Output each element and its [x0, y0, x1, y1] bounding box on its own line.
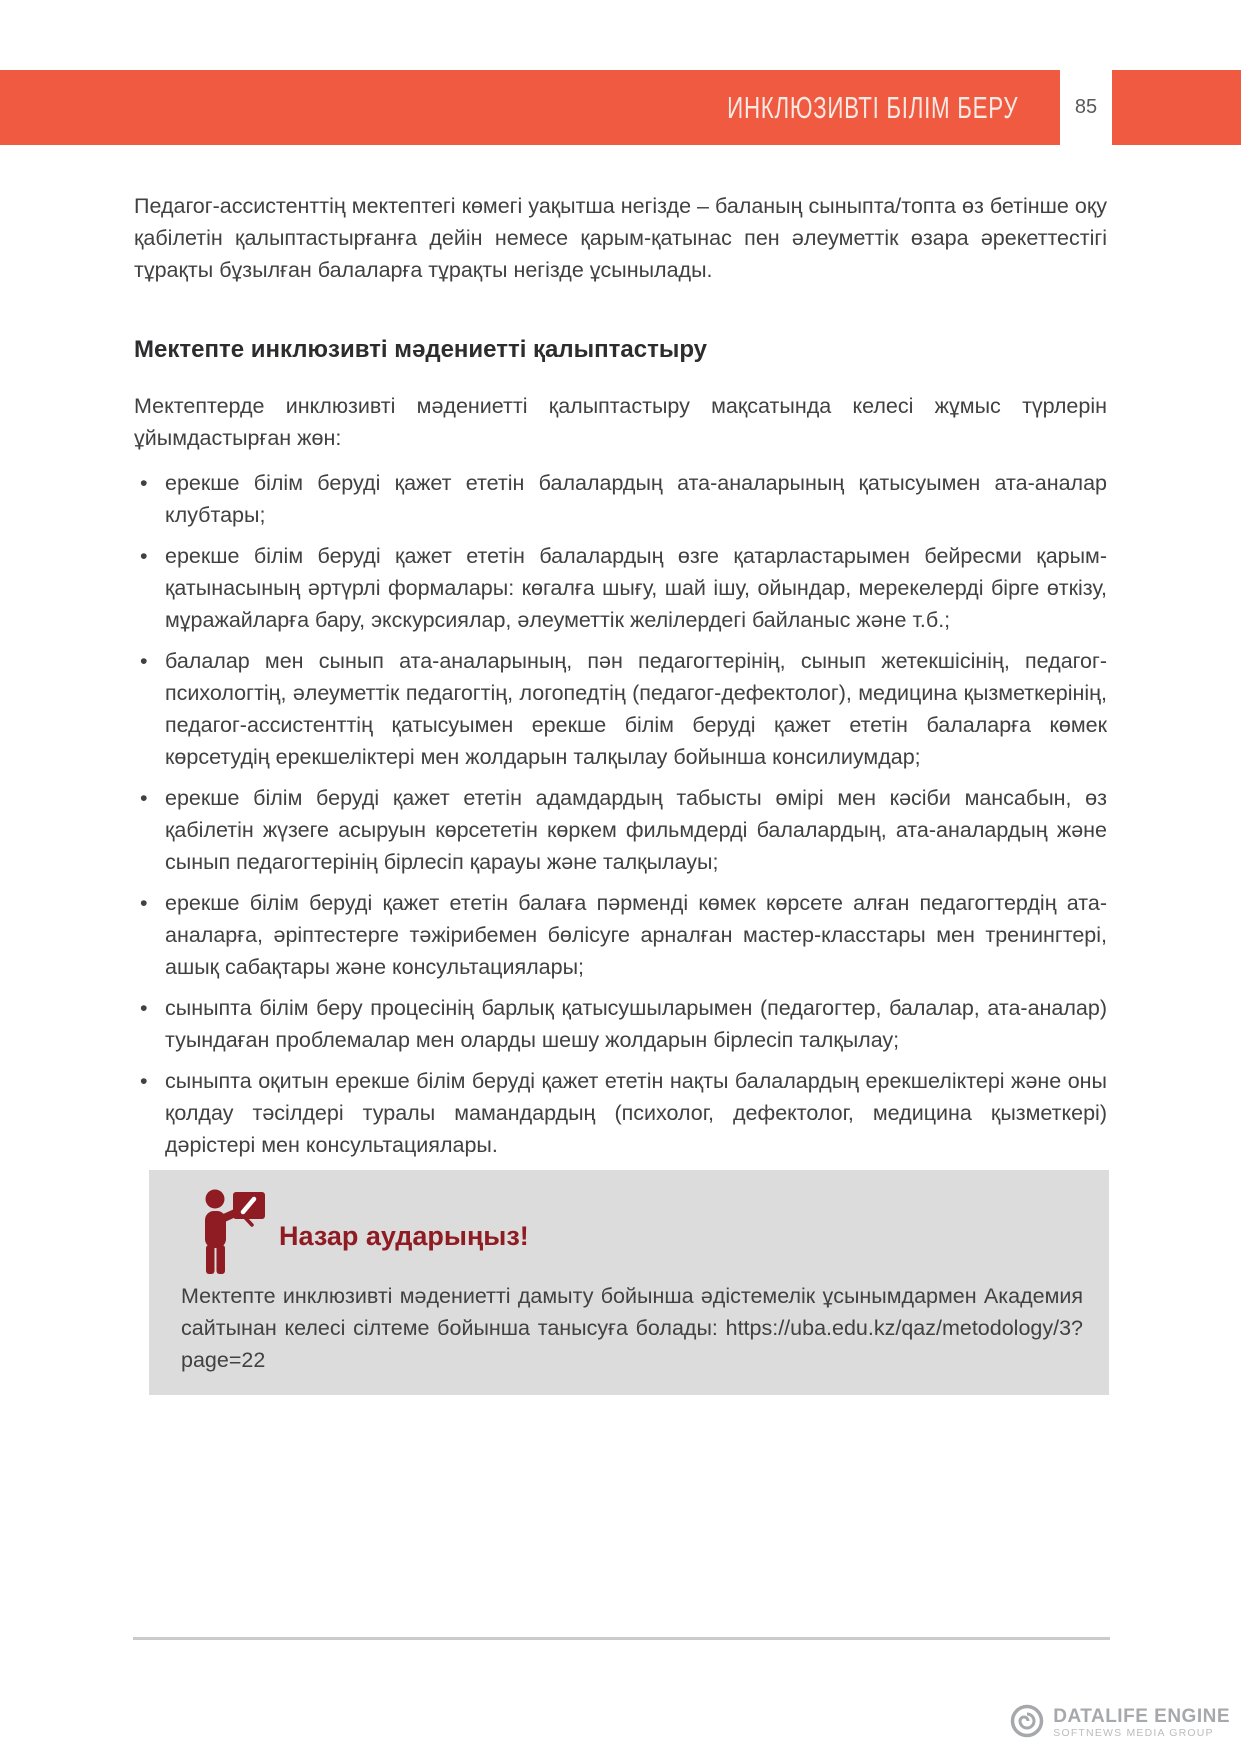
bullet-icon: •: [140, 544, 148, 568]
list-item-text: ерекше білім беруді қажет ететін балаға пәрменді көмек көрсете алған педагогтердің ата-аналарға, әріптестерге тәжірибемен бөлісуге арналған мастер-класстары мен тренингтері, ашық сабақтары және консультациялары;: [165, 891, 1107, 979]
list-item: [140, 1065, 1107, 1161]
page-number-slot: [1060, 70, 1112, 145]
bullet-icon: •: [140, 1069, 148, 1093]
logo-subtitle: SOFTNEWS MEDIA GROUP: [1053, 1727, 1214, 1739]
attention-link[interactable]: https://uba.edu.kz/qaz/metodology/3?page=22: [181, 1316, 1083, 1372]
bullet-icon: •: [140, 471, 148, 495]
list-item-text: сыныпта білім беру процесінің барлық қатысушыларымен (педагогтер, балалар, ата-аналар) туындаған проблемалар мен оларды шешу жолдарын бірлесіп талқылау;: [165, 996, 1107, 1052]
list-item-text: сыныпта оқитын ерекше білім беруді қажет ететін нақты балалардың ерекшеліктері және оны қолдау тәсілдері туралы мамандардың (психолог, дефектолог, медицина қызметкері) дәрістері мен консультациялары.: [165, 1069, 1107, 1157]
list-item: [140, 540, 1107, 636]
footer-divider: [133, 1637, 1110, 1640]
header-bar: [0, 70, 1060, 145]
bullet-icon: •: [140, 786, 148, 810]
logo-text-block: [1053, 1707, 1230, 1740]
bullet-list: [134, 467, 1107, 1161]
list-intro-paragraph: Мектептерде инклюзивті мәдениетті қалыптастыру мақсатында келесі жұмыс түрлерін ұйымдастырған жөн:: [134, 394, 1107, 450]
section-heading: Мектепте инклюзивті мәдениетті қалыптастыру: [134, 336, 708, 363]
bullet-icon: •: [140, 996, 148, 1020]
list-item: [140, 782, 1107, 878]
attention-body-text: Мектепте инклюзивті мәдениетті дамыту бойынша әдістемелік ұсынымдармен Академия сайтынан келесі сілтеме бойынша танысуға болады:: [181, 1284, 1083, 1340]
attention-body: [181, 1280, 1083, 1376]
attention-heading: Назар аударыңыз!: [279, 1221, 529, 1251]
logo-title: DATALIFE ENGINE: [1053, 1706, 1230, 1727]
page-header: [0, 70, 1241, 145]
list-item-text: ерекше білім беруді қажет ететін адамдардың табысты өмірі мен кәсіби мансабын, өз қабілетін жүзеге асыруын көрсететін көркем фильмдерді балалардың, ата-аналардың және сынып педагогтерінің бірлесіп қарауы және талқылауы;: [165, 786, 1107, 874]
list-item: [140, 645, 1107, 773]
attention-box: [149, 1170, 1109, 1395]
main-content: [134, 190, 1107, 1395]
list-item: [140, 992, 1107, 1056]
datalife-spiral-icon: [1009, 1703, 1045, 1744]
datalife-engine-logo: [1009, 1703, 1230, 1744]
bullet-icon: •: [140, 649, 148, 673]
teacher-presentation-icon: [199, 1189, 265, 1284]
list-item-text: ерекше білім беруді қажет ететін балалардың өзге қатарластарымен бейресми қарым-қатынасының әртүрлі формалары: көгалға шығу, шай ішу, ойындар, мерекелерді бірге өткізу, мұражайларға бару, экскурсиялар, әлеуметтік желілердегі байланыс және т.б.;: [165, 544, 1107, 632]
bullet-icon: •: [140, 891, 148, 915]
list-item-text: балалар мен сынып ата-аналарының, пән педагогтерінің, сынып жетекшісінің, педагог-психологтің, әлеуметтік педагогтің, логопедтің (педагог-дефектолог), медицина қызметкерінің, педагог-ассистенттің қатысуымен ерекше білім беруді қажет ететін балаларға көмек көрсетудің ерекшеліктері мен жолдарын талқылау бойынша консилиумдар;: [165, 649, 1107, 769]
header-bar-accent: [1112, 70, 1241, 145]
intro-paragraph: Педагог-ассистенттің мектептегі көмегі уақытша негізде – баланың сыныпта/топта өз бетінше оқу қабілетін қалыптастырғанға дейін немесе қарым-қатынас пен әлеуметтік өзара әрекеттестігі тұрақты бұзылған балаларға тұрақты негізде ұсынылады.: [134, 194, 1107, 282]
attention-header: [199, 1192, 1083, 1280]
chapter-title: ИНКЛЮЗИВТІ БІЛІМ БЕРУ: [726, 89, 1018, 125]
list-item: [140, 887, 1107, 983]
list-item-text: ерекше білім беруді қажет ететін балалардың ата-аналарының қатысуымен ата-аналар клубтары;: [165, 471, 1107, 527]
list-item: [140, 467, 1107, 531]
page-number: 85: [1074, 96, 1098, 118]
